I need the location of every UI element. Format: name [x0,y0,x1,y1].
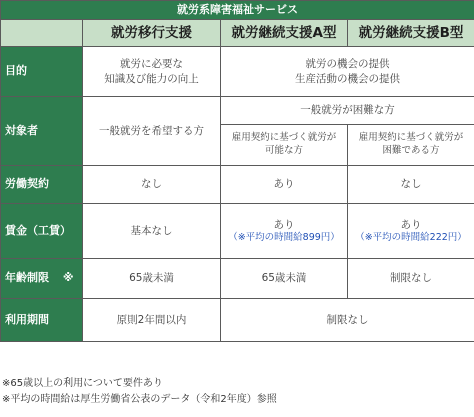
purpose-keizoku-line1: 就労の機会の提供 [305,58,390,71]
header-row [1,20,474,47]
purpose-keizoku-line2: 生産活動の機会の提供 [295,72,400,85]
target-a-line2: 可能な方 [264,145,303,156]
cell-purpose-ikou [83,47,221,97]
row-contract [1,166,474,204]
footnotes [2,376,277,407]
purpose-ikou-line1: 就労に必要な [120,58,183,71]
table-title: 就労系障害福祉サービス [1,1,474,20]
cell-age-a: 65歳未満 [221,259,348,299]
cell-wage-a [221,204,348,259]
wage-a-line1: あり [273,218,295,231]
target-a-line1: 雇用契約に基づく就労が [231,132,337,144]
cell-target-keizoku-common: 一般就労が困難な方 [221,97,474,125]
purpose-ikou-line2: 知識及び能力の向上 [104,72,199,85]
target-b-line2: 困難である方 [382,145,440,156]
row-purpose [1,47,474,97]
row-label-purpose: 目的 [1,47,83,97]
row-wage [1,204,474,259]
header-ikou: 就労移行支援 [83,20,221,47]
cell-target-b [348,125,474,166]
cell-target-a [221,125,348,166]
row-age [1,259,474,299]
cell-age-ikou: 65歳未満 [83,259,221,299]
footnote-wage: ※平均の時間給は厚生労働省公表のデータ（令和2年度）参照 [2,393,277,405]
cell-age-b: 制限なし [348,259,474,299]
row-label-wage: 賃金（工賃） [1,204,83,259]
row-label-age [1,259,83,299]
row-label-target: 対象者 [1,97,83,166]
age-label-mark: ※ [62,271,74,285]
cell-wage-ikou: 基本なし [83,204,221,259]
wage-b-note: （※平均の時間給222円） [355,231,467,243]
cell-period-keizoku: 制限なし [221,299,474,342]
cell-purpose-keizoku [221,47,474,97]
row-label-contract: 労働契約 [1,166,83,204]
cell-wage-b [348,204,474,259]
cell-contract-b: なし [348,166,474,204]
target-b-line1: 雇用契約に基づく就労が [358,132,464,144]
row-period [1,299,474,342]
wage-a-note: （※平均の時間給899円） [228,231,340,243]
cell-target-ikou: 一般就労を希望する方 [83,97,221,166]
row-label-period: 利用期間 [1,299,83,342]
footnote-age: ※65歳以上の利用について要件あり [2,378,163,389]
title-row [1,1,474,20]
header-keizoku-a: 就労継続支援A型 [221,20,348,47]
age-label-text: 年齢制限 [5,271,49,285]
header-corner [1,20,83,47]
cell-contract-a: あり [221,166,348,204]
header-keizoku-b: 就労継続支援B型 [348,20,474,47]
row-target-top [1,97,474,125]
cell-period-ikou: 原則2年間以内 [83,299,221,342]
cell-contract-ikou: なし [83,166,221,204]
wage-b-line1: あり [400,218,422,231]
